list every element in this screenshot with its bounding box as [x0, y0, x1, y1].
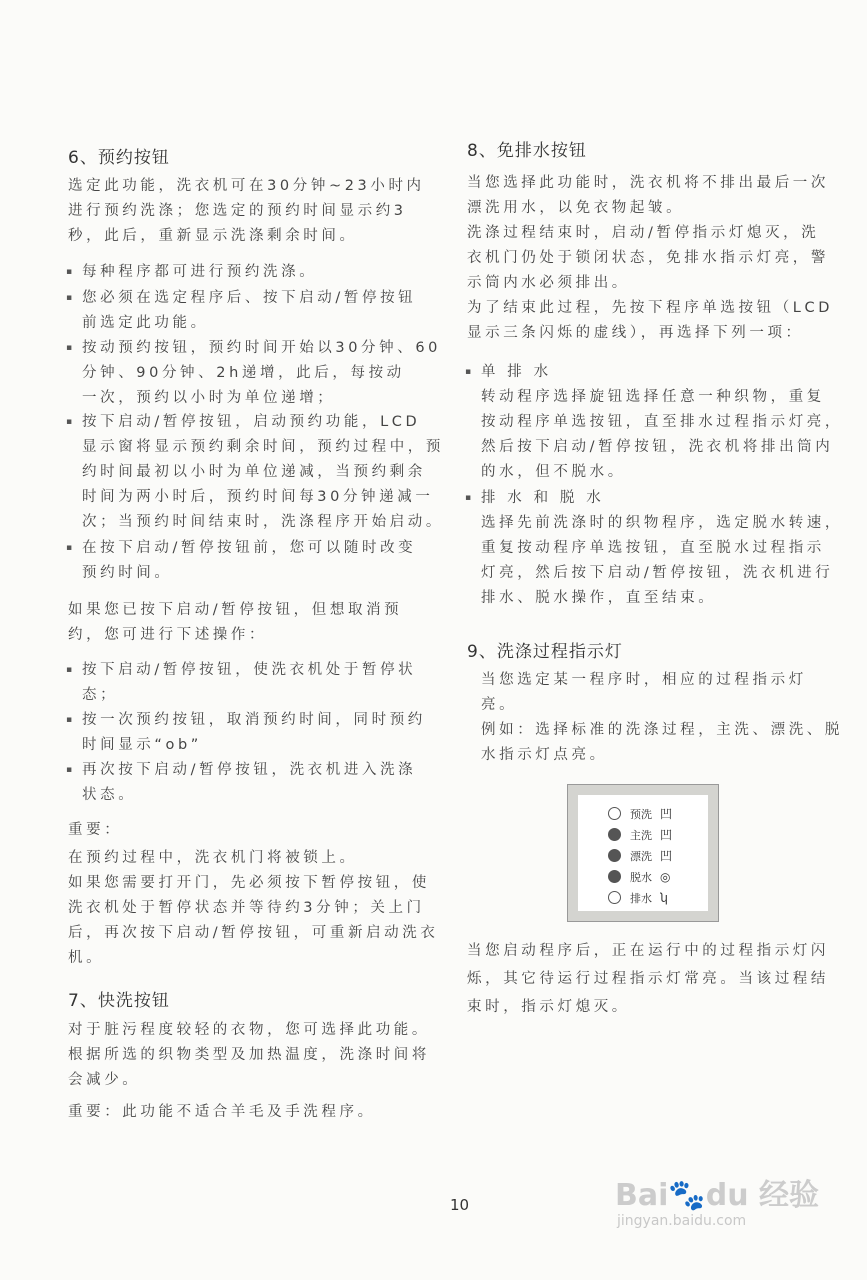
- indicator-label: 排水: [630, 891, 652, 905]
- text-line: 预约时间。: [82, 565, 173, 581]
- process-symbol-icon: 凹: [660, 828, 673, 842]
- paragraph: [467, 668, 843, 768]
- text-line: 在预约过程中，洗衣机门将被锁上。: [68, 850, 358, 866]
- text-line: 当您选定某一程序时，相应的过程指示灯: [481, 672, 807, 688]
- text-line: 选定此功能，洗衣机可在30分钟~23小时内: [68, 178, 425, 194]
- bullet-item: [68, 260, 317, 285]
- text-line: 如果您已按下启动/暂停按钮，但想取消预: [68, 602, 403, 618]
- text-line: 洗衣机处于暂停状态并等待约3分钟；关上门: [68, 900, 425, 916]
- text-line: 当您启动程序后，正在运行中的过程指示灯闪: [467, 943, 829, 959]
- text-line: 示筒内水必须排出。: [467, 275, 630, 291]
- indicator-light-icon: [608, 828, 621, 841]
- watermark-url: jingyan.baidu.com: [617, 1213, 747, 1229]
- paragraph: [68, 818, 122, 843]
- bullet-item: [467, 360, 552, 385]
- text-line: 约时间最初以小时为单位递减，当预约剩余: [82, 464, 426, 480]
- indicator-row: [608, 866, 708, 887]
- text-line: 的水，但不脱水。: [481, 464, 626, 480]
- text-line: 后，再次按下启动/暂停按钮，可重新启动洗衣: [68, 925, 439, 941]
- bullet-item: [68, 658, 416, 708]
- text-line: 显示窗将显示预约剩余时间，预约过程中，预: [82, 439, 444, 455]
- bullet-item: [68, 758, 416, 808]
- text-line: 态；: [82, 687, 119, 703]
- text-line: 转动程序选择旋钮选择任意一种织物，重复: [481, 389, 825, 405]
- indicator-row: [608, 887, 708, 908]
- text-line: 排水、脱水操作，直至结束。: [481, 590, 717, 606]
- text-line: ▪ 在按下启动/暂停按钮前，您可以随时改变: [68, 536, 416, 561]
- paragraph: [68, 1018, 430, 1093]
- section-heading: 9、洗涤过程指示灯: [467, 642, 623, 662]
- text-line: 烁，其它待运行过程指示灯常亮。当该过程结: [467, 971, 829, 987]
- text-line: ▪ 按一次预约按钮，取消预约时间，同时预约: [68, 708, 426, 733]
- text-line: ▪ 您必须在选定程序后、按下启动/暂停按钮: [68, 286, 416, 311]
- text-line: 会减少。: [68, 1072, 141, 1088]
- bullet-item: [68, 536, 416, 586]
- text-line: 对于脏污程度较轻的衣物，您可选择此功能。: [68, 1022, 430, 1038]
- text-line: 选择先前洗涤时的织物程序，选定脱水转速，: [481, 515, 843, 531]
- process-symbol-icon: 凹: [660, 849, 673, 863]
- text-line: ▪ 再次按下启动/暂停按钮，洗衣机进入洗涤: [68, 758, 416, 783]
- text-line: 机。: [68, 950, 105, 966]
- paragraph: [467, 171, 833, 346]
- text-line: 例如：选择标准的洗涤过程，主洗、漂洗、脱: [481, 722, 843, 738]
- indicator-label: 主洗: [630, 828, 652, 842]
- text-line: 约，您可进行下述操作：: [68, 627, 268, 643]
- paragraph: [467, 937, 829, 1021]
- indicator-label: 漂洗: [630, 849, 652, 863]
- process-symbol-icon: ʮ: [660, 890, 668, 905]
- text-line: 然后按下启动/暂停按钮，洗衣机将排出筒内: [481, 439, 834, 455]
- text-line: 时间为两小时后，预约时间每30分钟递减一: [82, 489, 434, 505]
- text-line: 重要：此功能不适合羊毛及手洗程序。: [68, 1104, 376, 1120]
- paragraph: [467, 385, 843, 485]
- paragraph: [467, 511, 843, 611]
- bullet-item: [68, 336, 441, 411]
- text-line: 为了结束此过程，先按下程序单选按钮（LCD: [467, 300, 833, 316]
- bullet-item: [68, 410, 444, 535]
- text-line: 漂洗用水，以免衣物起皱。: [467, 200, 685, 216]
- text-line: ▪ 按下启动/暂停按钮，使洗衣机处于暂停状: [68, 658, 416, 683]
- text-line: ▪ 按下启动/暂停按钮，启动预约功能，LCD: [68, 410, 444, 435]
- indicator-row: [608, 824, 708, 845]
- text-line: ▪ 每种程序都可进行预约洗涤。: [68, 260, 317, 285]
- text-line: ▪ 排 水 和 脱 水: [467, 486, 604, 511]
- bullet-item: [467, 486, 604, 511]
- paragraph: [68, 1100, 376, 1125]
- text-line: 根据所选的织物类型及加热温度，洗涤时间将: [68, 1047, 430, 1063]
- text-line: 重要：: [68, 822, 123, 838]
- text-line: 次；当预约时间结束时，洗涤程序开始启动。: [82, 514, 444, 530]
- text-line: 当您选择此功能时，洗衣机将不排出最后一次: [467, 175, 829, 191]
- text-line: 重复按动程序单选按钮，直至脱水过程指示: [481, 540, 825, 556]
- indicator-label: 脱水: [630, 870, 652, 884]
- paragraph: [68, 174, 425, 249]
- indicator-light-icon: [608, 870, 621, 883]
- text-line: 状态。: [82, 787, 137, 803]
- text-line: 前选定此功能。: [82, 315, 209, 331]
- section-heading: 7、快洗按钮: [68, 991, 170, 1011]
- text-line: 秒，此后，重新显示洗涤剩余时间。: [68, 228, 358, 244]
- text-line: 按动程序单选按钮，直至排水过程指示灯亮，: [481, 414, 843, 430]
- text-line: 衣机门仍处于锁闭状态，免排水指示灯亮，警: [467, 250, 829, 266]
- section-heading: 8、免排水按钮: [467, 141, 587, 161]
- process-indicator-panel-figure: [568, 785, 718, 921]
- section-heading: 6、预约按钮: [68, 148, 170, 168]
- watermark-logo: Bai🐾du 经验: [615, 1178, 820, 1213]
- text-line: 显示三条闪烁的虚线），再选择下列一项：: [467, 325, 804, 341]
- indicator-label: 预洗: [630, 807, 652, 821]
- paragraph: [68, 598, 402, 648]
- indicator-light-icon: [608, 807, 621, 820]
- indicator-row: [608, 803, 708, 824]
- page-number: 10: [450, 1196, 470, 1214]
- bullet-item: [68, 708, 426, 758]
- text-line: 亮。: [481, 697, 518, 713]
- text-line: 时间显示“ob”: [82, 737, 202, 753]
- text-line: 水指示灯点亮。: [481, 747, 608, 763]
- text-line: 束时，指示灯熄灭。: [467, 999, 630, 1015]
- text-line: 进行预约洗涤；您选定的预约时间显示约3: [68, 203, 407, 219]
- text-line: 一次，预约以小时为单位递增；: [82, 390, 336, 406]
- process-symbol-icon: ◎: [660, 869, 671, 884]
- text-line: 分钟、90分钟、2h递增，此后，每按动: [82, 365, 405, 381]
- text-line: ▪ 单 排 水: [467, 360, 552, 385]
- bullet-item: [68, 286, 416, 336]
- text-line: 如果您需要打开门，先必须按下暂停按钮，使: [68, 875, 430, 891]
- process-symbol-icon: 凹: [660, 807, 673, 821]
- text-line: 洗涤过程结束时，启动/暂停指示灯熄灭，洗: [467, 225, 820, 241]
- text-line: ▪ 按动预约按钮，预约时间开始以30分钟、60: [68, 336, 441, 361]
- paragraph: [68, 846, 438, 971]
- text-line: 灯亮，然后按下启动/暂停按钮，洗衣机进行: [481, 565, 834, 581]
- indicator-row: [608, 845, 708, 866]
- indicator-light-icon: [608, 849, 621, 862]
- indicator-light-icon: [608, 891, 621, 904]
